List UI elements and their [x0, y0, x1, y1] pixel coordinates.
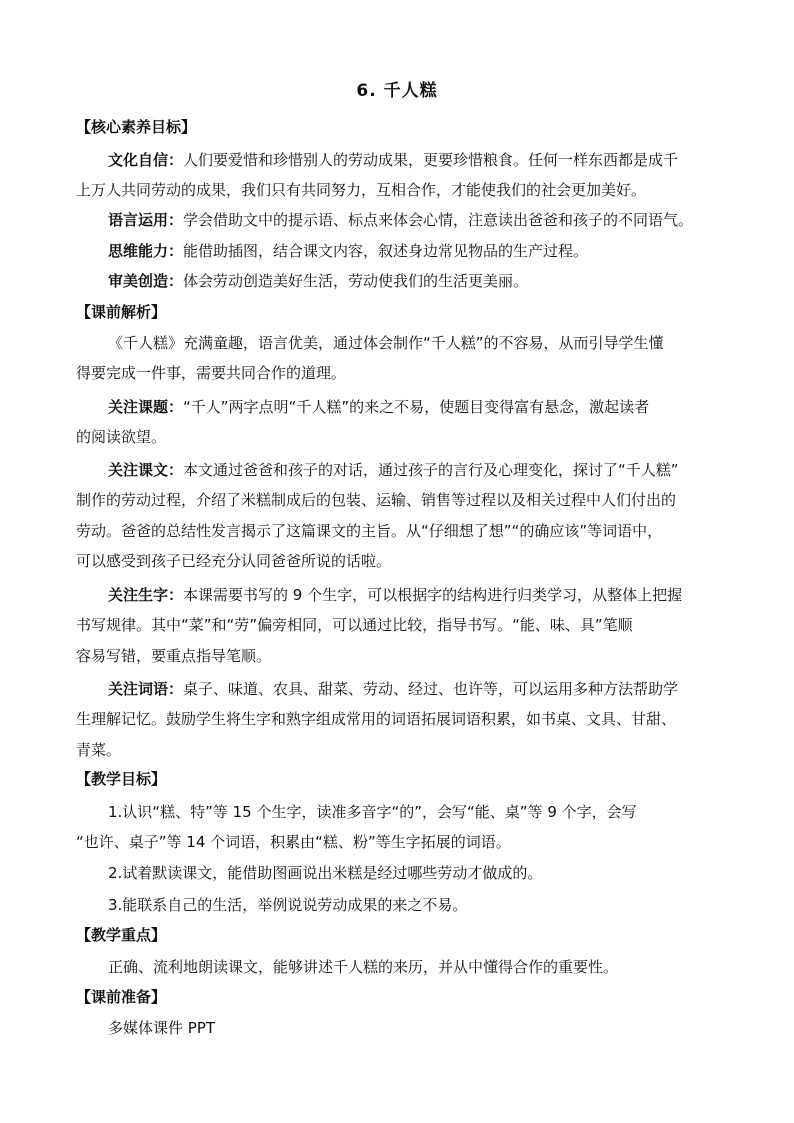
paragraph-line [108, 210, 693, 230]
paragraph-line: 青菜。 [76, 741, 122, 759]
paragraph-label: 文化自信： [108, 151, 184, 169]
paragraph-text: 体会劳动创造美好生活，劳动使我们的生活更美丽。 [183, 272, 529, 290]
paragraph-text: 桌子、味道、农具、甜菜、劳动、经过、也许等，可以运用多种方法帮助学 [183, 680, 679, 698]
paragraph-line: 可以感受到孩子已经充分认同爸爸所说的话啦。 [76, 552, 392, 570]
paragraph-line: 上万人共同劳动的成果，我们只有共同努力，互相合作，才能使我们的社会更加美好。 [76, 181, 647, 199]
paragraph-line: 多媒体课件 PPT [108, 1019, 216, 1037]
section-heading-key-points: 【教学重点】 [76, 926, 167, 944]
paragraph-label: 语言运用： [108, 211, 184, 229]
section-heading-pre-analysis: 【课前解析】 [76, 303, 167, 321]
section-heading-core-goals: 【核心素养目标】 [76, 118, 197, 136]
section-heading-preparation: 【课前准备】 [76, 988, 167, 1006]
paragraph-line: 容易写错，要重点指导笔顺。 [76, 647, 272, 665]
paragraph-text: 学会借助文中的提示语、标点来体会心情，注意读出爸爸和孩子的不同语气。 [183, 211, 694, 229]
paragraph-line [108, 271, 528, 291]
page-title: 6. 千人糕 [356, 81, 438, 101]
paragraph-line: 的阅读欲望。 [76, 428, 167, 446]
paragraph-text: 能借助插图，结合课文内容，叙述身边常见物品的生产过程。 [183, 242, 589, 260]
paragraph-label: 关注课文： [108, 461, 184, 479]
paragraph-text: 本课需要书写的 9 个生字，可以根据字的结构进行归类学习，从整体上把握 [183, 586, 683, 604]
paragraph-line [108, 460, 679, 480]
paragraph-text: “千人”两字点明“千人糕”的来之不易，使题目变得富有悬念，激起读者 [183, 398, 650, 416]
paragraph-line: 制作的劳动过程，介绍了米糕制成后的包装、运输、销售等过程以及相关过程中人们付出的 [76, 491, 677, 509]
paragraph-line: 得要完成一件事，需要共同合作的道理。 [76, 364, 347, 382]
goal-item-1-continued: “也许、桌子”等 14 个词语，积累由“糕、粉”等生字拓展的词语。 [76, 833, 511, 851]
paragraph-label: 关注课题： [108, 398, 184, 416]
paragraph-label: 关注词语： [108, 680, 184, 698]
paragraph-line [108, 397, 649, 417]
paragraph-text: 人们要爱惜和珍惜别人的劳动成果，更要珍惜粮食。任何一样东西都是成千 [183, 151, 679, 169]
paragraph-line: 《千人糕》充满童趣，语言优美，通过体会制作“千人糕”的不容易，从而引导学生懂 [108, 334, 664, 352]
paragraph-line [108, 585, 682, 605]
paragraph-line: 书写规律。其中“菜”和“劳”偏旁相同，可以通过比较，指导书写。“能、味、具”笔顺 [76, 616, 633, 634]
paragraph-line [108, 679, 678, 699]
goal-item-1: 1.认识“糕、特”等 15 个生字，读准多音字“的”，会写“能、桌”等 9 个字，会写 [108, 803, 637, 821]
paragraph-line [108, 150, 678, 170]
paragraph-line [108, 241, 588, 261]
paragraph-text: 本文通过爸爸和孩子的对话，通过孩子的言行及心理变化，探讨了“千人糕” [183, 461, 679, 479]
paragraph-line: 生理解记忆。鼓励学生将生字和熟字组成常用的词语拓展词语积累，如书桌、文具、甘甜、 [76, 710, 677, 728]
paragraph-line: 正确、流利地朗读课文，能够讲述千人糕的来历，并从中懂得合作的重要性。 [108, 958, 619, 976]
goal-item-3: 3.能联系自己的生活，举例说说劳动成果的来之不易。 [108, 896, 468, 914]
paragraph-label: 思维能力： [108, 242, 184, 260]
paragraph-label: 审美创造： [108, 272, 184, 290]
paragraph-label: 关注生字： [108, 586, 184, 604]
section-heading-teaching-goals: 【教学目标】 [76, 770, 167, 788]
goal-item-2: 2.试着默读课文，能借助图画说出米糕是经过哪些劳动才做成的。 [108, 864, 543, 882]
paragraph-line: 劳动。爸爸的总结性发言揭示了这篇课文的主旨。从“仔细想了想”“的确应该”等词语中， [76, 522, 663, 540]
